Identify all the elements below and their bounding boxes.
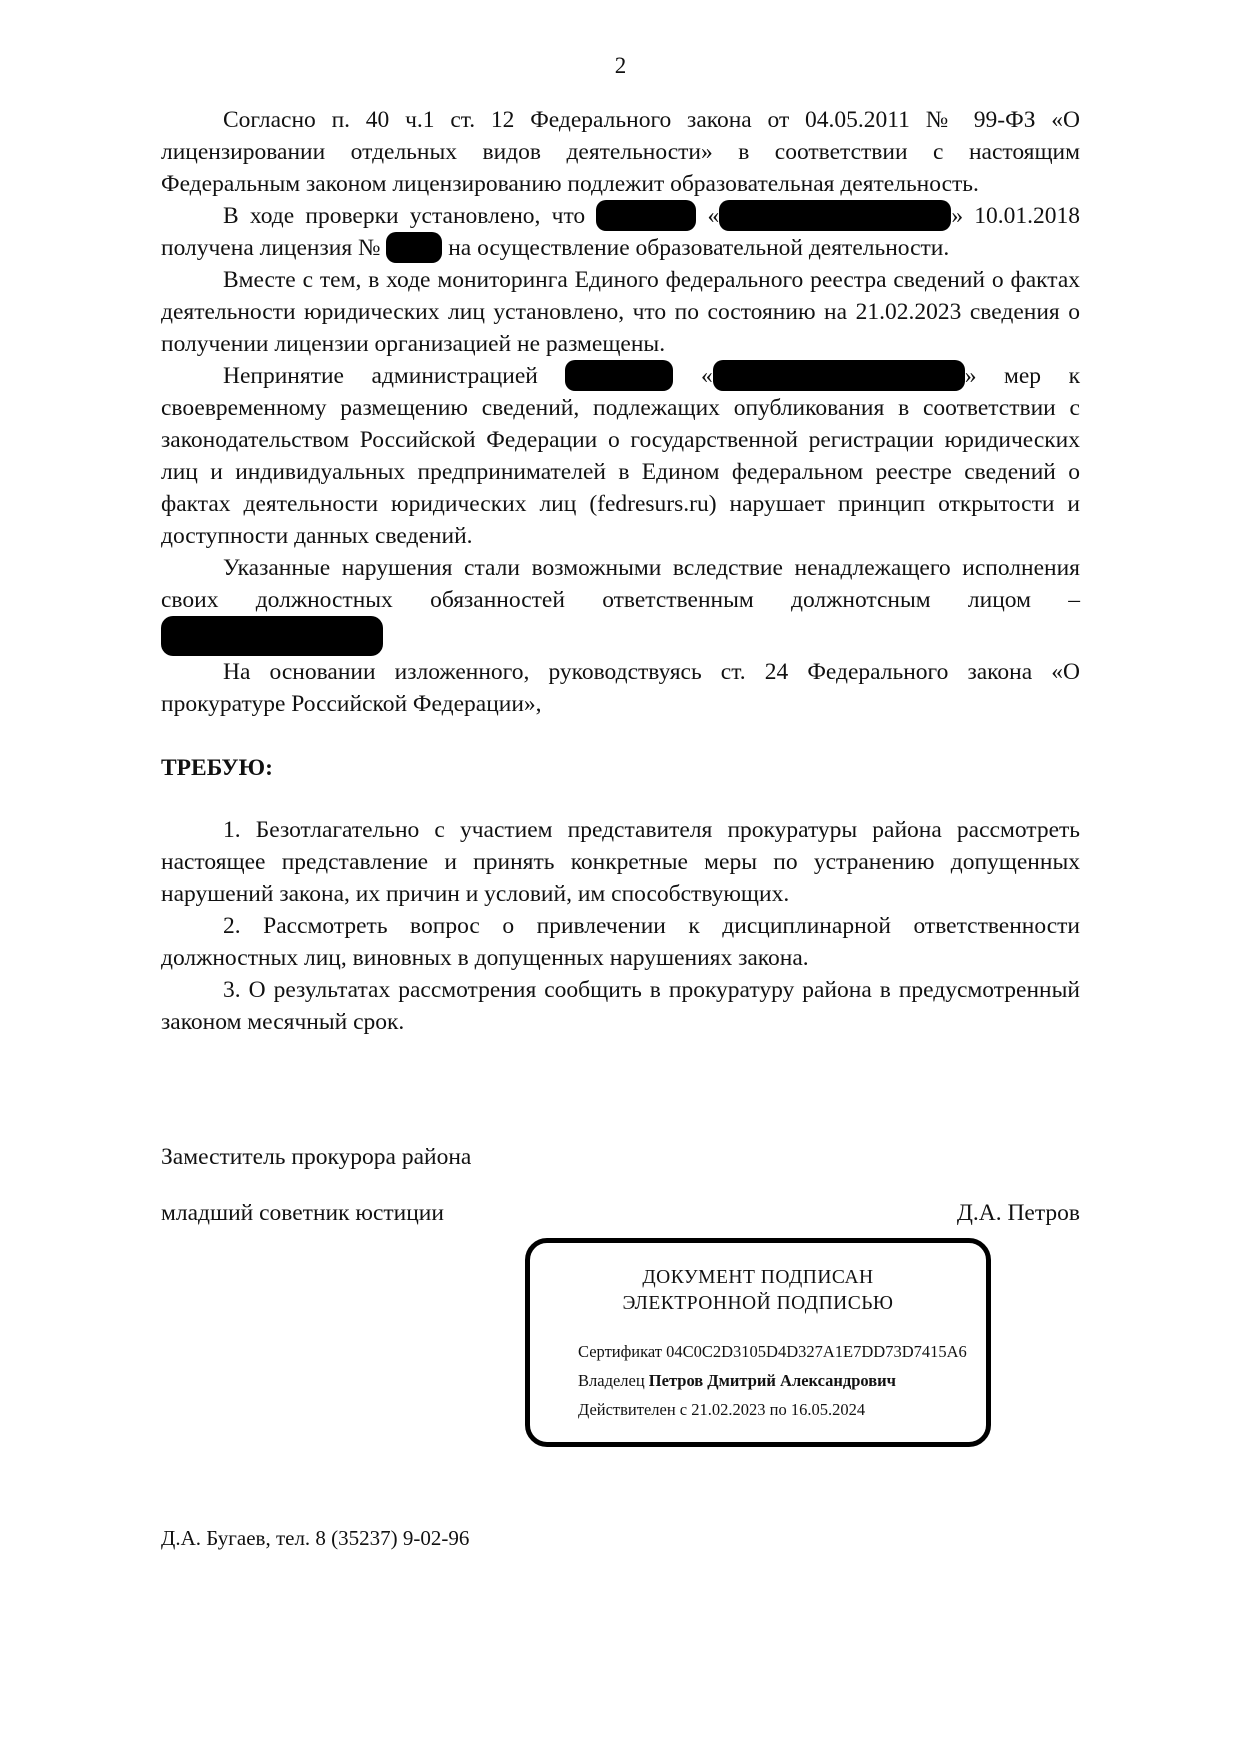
signature-block [161,1142,1080,1228]
paragraph-text: На основании изложенного, руководствуясь ст. 24 Федерального закона «О прокуратуре Российской Федерации», [161,659,1080,717]
paragraph-text: Непринятие администрацией [223,363,566,389]
signer-position-line2-row [161,1198,1080,1228]
paragraph-monitoring [161,264,1080,360]
paragraph-text: « [673,363,713,389]
stamp-owner-name: Петров Дмитрий Александрович [648,1371,896,1390]
redaction-box [713,360,965,391]
stamp-owner-row [578,1366,950,1395]
paragraph-text: 2. Рассмотреть вопрос о привлечении к дисциплинарной ответственности должностных лиц, виновных в допущенных нарушениях закона. [161,913,1080,971]
stamp-certificate-row [578,1337,967,1366]
paragraph-text: 3. О результатах рассмотрения сообщить в прокуратуру района в предусмотренный законом месячный срок. [161,977,1080,1035]
stamp-title-line2: ЭЛЕКТРОННОЙ ПОДПИСЬЮ [622,1293,894,1314]
demand-item-2 [161,910,1080,974]
stamp-details [530,1337,986,1424]
redaction-box [386,232,442,263]
electronic-signature-stamp [525,1238,991,1447]
paragraph-violation [161,360,1080,552]
demand-item-1 [161,814,1080,910]
stamp-validity-row: Действителен с 21.02.2023 по 16.05.2024 [578,1400,866,1419]
paragraph-text: В ходе проверки установлено, что [223,203,597,229]
signer-position-line2: младший советник юстиции [161,1200,444,1226]
paragraph-text: Согласно п. 40 ч.1 ст. 12 Федерального закона от 04.05.2011 № 99-ФЗ «О лицензировании отдельных видов деятельности» в соответствии с настоящим Федеральным законом лицензированию подлежит образовательная деятельность. [161,107,1080,197]
signer-name: Д.А. Петров [956,1200,1080,1226]
signer-position-line1: Заместитель прокурора района [161,1144,472,1170]
redaction-box [596,200,696,231]
stamp-owner-label: Владелец [578,1371,645,1390]
paragraph-text: Вместе с тем, в ходе мониторинга Единого федерального реестра сведений о фактах деятельности юридических лиц установлено, что по состоянию на 21.02.2023 сведения о получении лицензии организацией не размещены. [161,267,1080,357]
stamp-title-line1: ДОКУМЕНТ ПОДПИСАН [642,1267,874,1288]
redaction-box [565,360,673,391]
paragraph-responsible-person [161,552,1080,656]
paragraph-text: Указанные нарушения стали возможными вследствие ненадлежащего исполнения своих должностных обязанностей ответственным должнотсным лицом – [161,555,1080,613]
paragraph-text: « [696,203,720,229]
page-number: 2 [614,53,627,78]
stamp-title [530,1265,986,1317]
paragraph-text: на осуществление образовательной деятельности. [442,235,950,261]
document-body [161,104,1080,1038]
paragraph-text: » 10.01.2018 получена лицензия № [161,203,1081,261]
paragraph-law-reference [161,104,1080,200]
stamp-certificate-label: Сертификат [578,1342,662,1361]
paragraph-legal-basis [161,656,1080,720]
redaction-box [719,200,951,231]
demand-item-3 [161,974,1080,1038]
redaction-box [161,616,383,656]
demand-heading: ТРЕБУЮ: [161,755,273,781]
paragraph-inspection [161,200,1080,264]
executor-contact: Д.А. Бугаев, тел. 8 (35237) 9-02-96 [161,1526,470,1550]
stamp-certificate-value: 04C0C2D3105D4D327A1E7DD73D7415A6 [666,1342,967,1361]
paragraph-text: » мер к своевременному размещению сведений, подлежащих опубликования в соответствии с законодательством Российской Федерации о государственной регистрации юридических лиц и индивидуальных предпринимателей в Едином федеральном реестре сведений о фактах деятельности юридических лиц (fedresurs.ru) нарушает принцип открытости и доступности данных сведений. [161,363,1081,549]
paragraph-text: 1. Безотлагательно с участием представителя прокуратуры района рассмотреть настоящее представление и принять конкретные меры по устранению допущенных нарушений закона, их причин и условий, им способствующих. [161,817,1080,907]
